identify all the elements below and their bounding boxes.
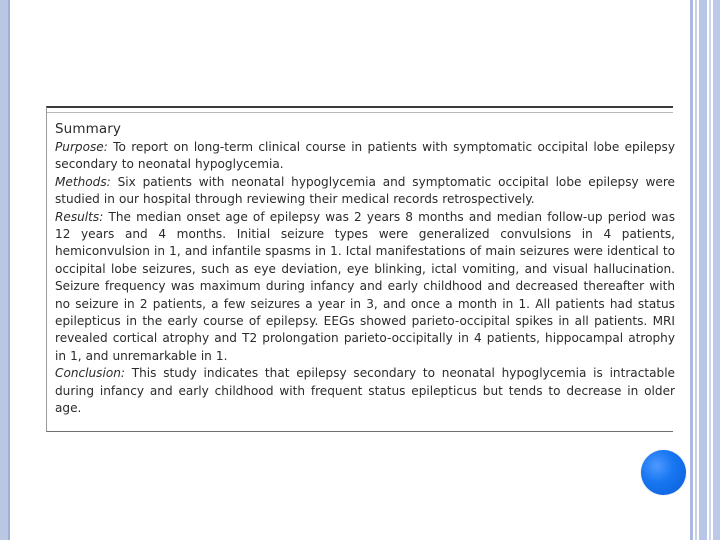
summary-body (55, 139, 675, 418)
methods-label: Methods: (55, 174, 111, 189)
stripe-2 (695, 0, 697, 540)
summary-excerpt (46, 106, 673, 432)
blue-circle-decoration (641, 450, 686, 495)
results-text: The median onset age of epilepsy was 2 years 8 months and median follow-up period was 12 years and 4 months. Initial seizure types were generalized convulsions in 4 patients, hemiconvulsion in 1, and infantile spasms in 1. Ictal manifestations of main seizures were identical to occipital lobe seizures, such as eye deviation, eye blinking, ictal vomiting, and visual hallucination. Seizure frequency was maximum during infancy and early childhood and decreased thereafter with no seizure in 2 patients, a few seizures a year in 3, and once a month in 1. All patients had status epilepticus in the early course of epilepsy. EEGs showed parieto-occipital spikes in all patients. MRI revealed cortical atrophy and T2 prolongation parieto-occipitally in 4 patients, hippocampal atrophy in 1, and unremarkable in 1. (55, 209, 675, 363)
purpose-section (55, 139, 675, 174)
results-section (55, 209, 675, 366)
conclusion-text: This study indicates that epilepsy secondary to neonatal hypoglycemia is intractable during infancy and early childhood with frequent status epilepticus but tends to decrease in older age. (55, 366, 675, 416)
conclusion-section (55, 365, 675, 417)
stripe-1 (690, 0, 693, 540)
summary-heading: Summary (55, 121, 121, 137)
purpose-label: Purpose: (55, 140, 108, 154)
right-stripes-decoration (690, 0, 720, 540)
conclusion-label: Conclusion: (55, 366, 125, 381)
stripe-5 (713, 0, 720, 540)
purpose-text: To report on long-term clinical course in patients with symptomatic occipital lobe epilepsy secondary to neonatal hypoglycemia. (55, 140, 675, 172)
results-label: Results: (55, 209, 104, 224)
methods-text: Six patients with neonatal hypoglycemia and symptomatic occipital lobe epilepsy were studied in our hospital through reviewing their medical records retrospectively. (55, 174, 675, 207)
stripe-4 (709, 0, 711, 540)
stripe-3 (699, 0, 707, 540)
left-border-decoration (0, 0, 10, 540)
methods-section (55, 174, 675, 209)
